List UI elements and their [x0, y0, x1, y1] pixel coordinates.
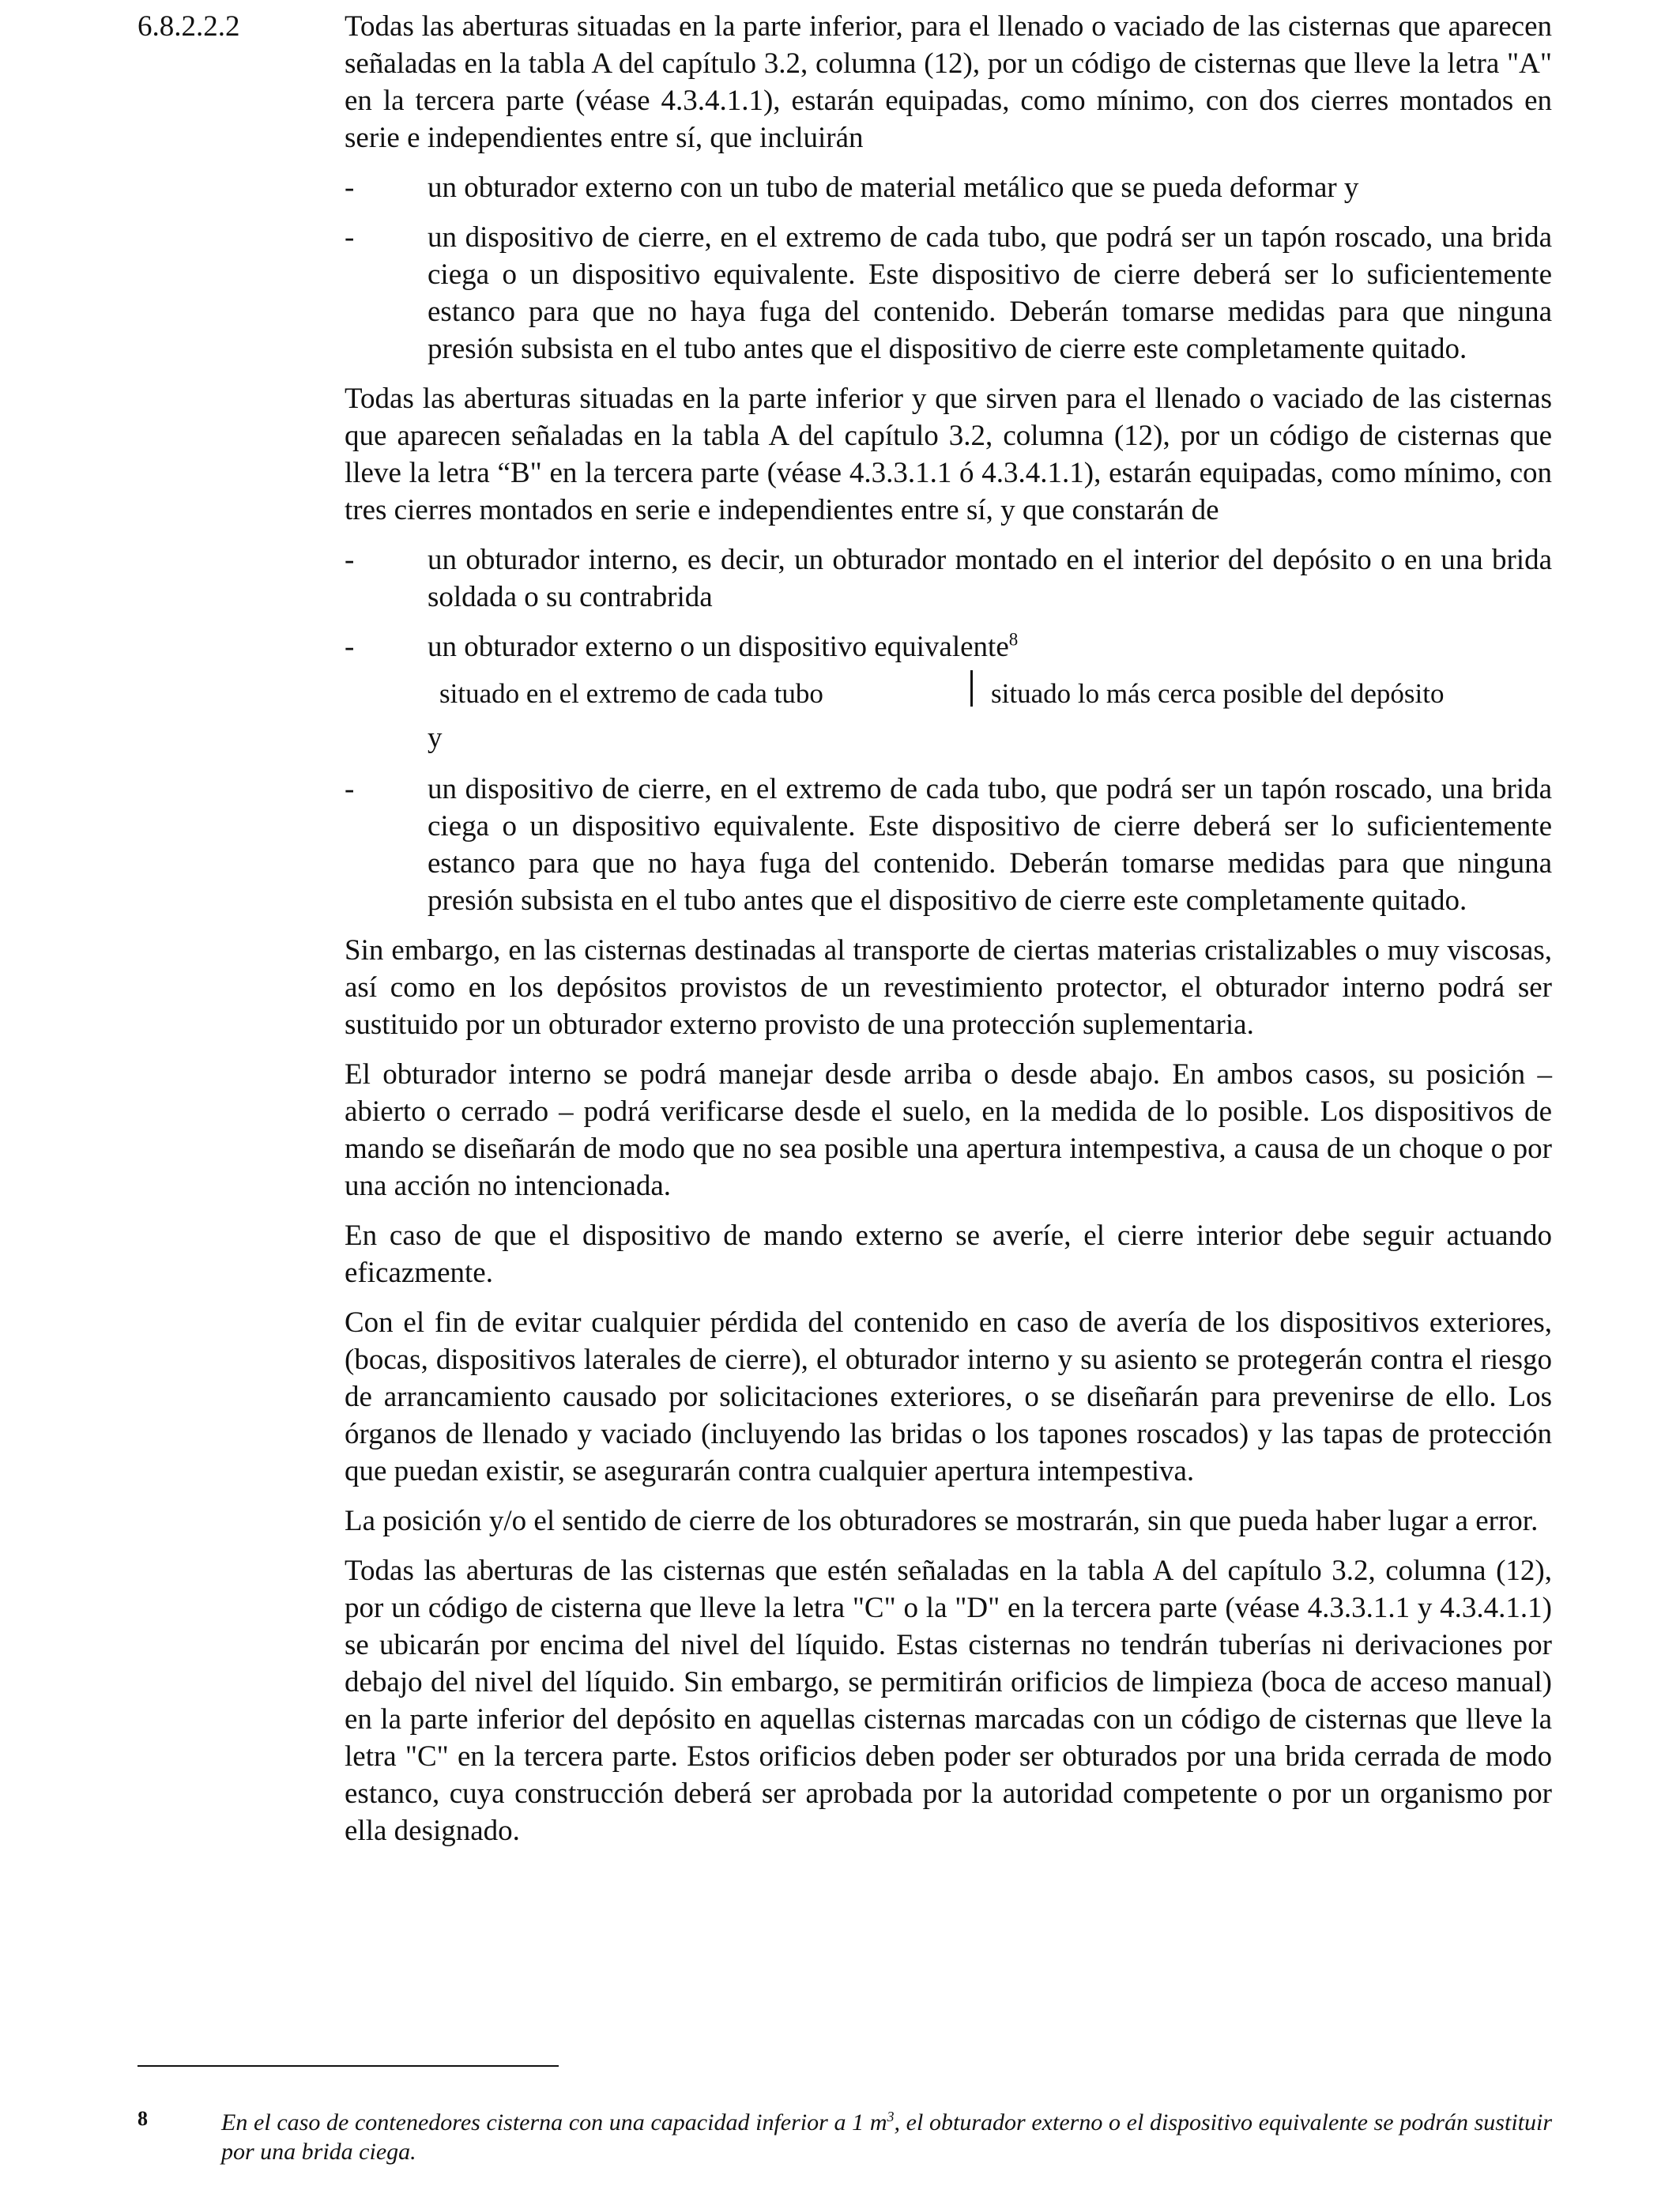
- list-item-text: un obturador externo con un tubo de material metálico que se pueda deformar y: [428, 172, 1359, 204]
- list-dash: -: [345, 631, 355, 663]
- list-dash: -: [345, 773, 355, 805]
- list-dash: -: [345, 544, 355, 576]
- list-item: [345, 771, 1552, 919]
- placement-options: [345, 665, 1552, 714]
- list-item-text: un obturador interno, es decir, un obturador montado en el interior del depósito o en una brida soldada o su contrabrida: [428, 544, 1552, 613]
- list-item: [345, 541, 1552, 616]
- paragraph-control-failure: En caso de que el dispositivo de mando externo se averíe, el cierre interior debe seguir actuando eficazmente.: [345, 1220, 1552, 1289]
- option-near-tank: situado lo más cerca posible del depósito: [991, 678, 1445, 709]
- footnote-separator: [137, 2065, 559, 2067]
- paragraph-internal-stopvalve-operation: El obturador interno se podrá manejar desde arriba o desde abajo. En ambos casos, su posición – abierto o cerrado – podrá verificarse desde el suelo, en la medida de lo posible. Los dispositivos de mando se diseñarán de modo que no sea posible una apertura intempestiva, a causa de un choque o por una acción no intencionada.: [345, 1058, 1552, 1202]
- paragraph-openings-code-c-d: Todas las aberturas de las cisternas que estén señaladas en la tabla A del capítulo 3.2, columna (12), por un código de cisterna que lleve la letra "C" o la "D" en la tercera parte (véase 4.3.3.1.1 y 4.3.4.1.1) se ubicarán por encima del nivel del líquido. Estas cisternas no tendrán tuberías ni derivaciones por debajo del nivel del líquido. Sin embargo, se permitirán orificios de limpieza (boca de acceso manual) en la parte inferior del depósito en aquellas cisternas marcadas con un código de cisternas que lleve la letra "C" en la tercera parte. Estos orificios deben poder ser obturados por una brida cerrada de modo estanco, cuya construcción deberá ser aprobada por la autoridad competente o por un organismo por ella designado.: [345, 1555, 1552, 1847]
- paragraph-protection-against-loss: Con el fin de evitar cualquier pérdida del contenido en caso de avería de los dispositivos exteriores, (bocas, dispositivos laterales de cierre), el obturador interno y su asiento se protegerán contra el riesgo de arrancamiento causado por solicitaciones exteriores, o se diseñarán para prevenirse de ello. Los órganos de llenado y vaciado (incluyendo las bridas o los tapones roscados) y las tapas de protección que puedan existir, se asegurarán contra cualquier apertura intempestiva.: [345, 1306, 1552, 1487]
- footnote-text: [221, 2108, 1552, 2166]
- footnote-mark: 8: [137, 2107, 148, 2130]
- list-item: [345, 628, 1552, 665]
- list-item-text: un obturador externo o un dispositivo equivalente: [428, 631, 1009, 663]
- option-divider: [970, 670, 973, 707]
- conjunction: y: [428, 722, 443, 754]
- list-dash: -: [345, 221, 355, 254]
- list-item: [345, 169, 1552, 206]
- list-item: [345, 219, 1552, 368]
- footnote-reference: 8: [1008, 629, 1019, 650]
- list-item-text: un dispositivo de cierre, en el extremo de cada tubo, que podrá ser un tapón roscado, una brida ciega o un dispositivo equivalente. Este dispositivo de cierre deberá ser lo suficientemente estanco para que no haya fuga del contenido. Deberán tomarse medidas para que ninguna presión subsista en el tubo antes que el dispositivo de cierre este completamente quitado.: [428, 773, 1552, 917]
- footnote-text-start: En el caso de contenedores cisterna con una capacidad inferior a 1 m: [221, 2109, 887, 2136]
- list-item-text: un dispositivo de cierre, en el extremo de cada tubo, que podrá ser un tapón roscado, una brida ciega o un dispositivo equivalente. Este dispositivo de cierre deberá ser lo suficientemente estanco para que no haya fuga del contenido. Deberán tomarse medidas para que ninguna presión subsista en el tubo antes que el dispositivo de cierre este completamente quitado.: [428, 221, 1552, 365]
- footnote-superscript: 3: [887, 2109, 895, 2124]
- paragraph-bottom-openings-code-a: Todas las aberturas situadas en la parte inferior, para el llenado o vaciado de las cisternas que aparecen señaladas en la tabla A del capítulo 3.2, columna (12), por un código de cisternas que lleve la letra "A" en la tercera parte (véase 4.3.4.1.1), estarán equipadas, como mínimo, con dos cierres montados en serie e independientes entre sí, que incluirán: [345, 10, 1552, 154]
- section-number: 6.8.2.2.2: [137, 10, 240, 43]
- list-dash: -: [345, 172, 355, 204]
- paragraph-closure-indication: La posición y/o el sentido de cierre de los obturadores se mostrarán, sin que pueda haber lugar a error.: [345, 1505, 1539, 1537]
- section-body: [345, 8, 1552, 1862]
- paragraph-bottom-openings-code-b: Todas las aberturas situadas en la parte inferior y que sirven para el llenado o vaciado de las cisternas que aparecen señaladas en la tabla A del capítulo 3.2, columna (12), por un código de cisternas que lleve la letra “B" en la tercera parte (véase 4.3.3.1.1 ó 4.3.4.1.1), estarán equipadas, como mínimo, con tres cierres montados en serie e independientes entre sí, y que constarán de: [345, 383, 1552, 526]
- footnote-text-end: , el obturador externo o el dispositivo equivalente se podrán sustituir por una brida ciega.: [221, 2109, 1552, 2165]
- paragraph-crystallizable-materials: Sin embargo, en las cisternas destinadas al transporte de ciertas materias cristalizables o muy viscosas, así como en los depósitos provistos de un revestimiento protector, el obturador interno podrá ser sustituido por un obturador externo provisto de una protección suplementaria.: [345, 934, 1552, 1041]
- option-end-of-pipe: situado en el extremo de cada tubo: [439, 678, 823, 709]
